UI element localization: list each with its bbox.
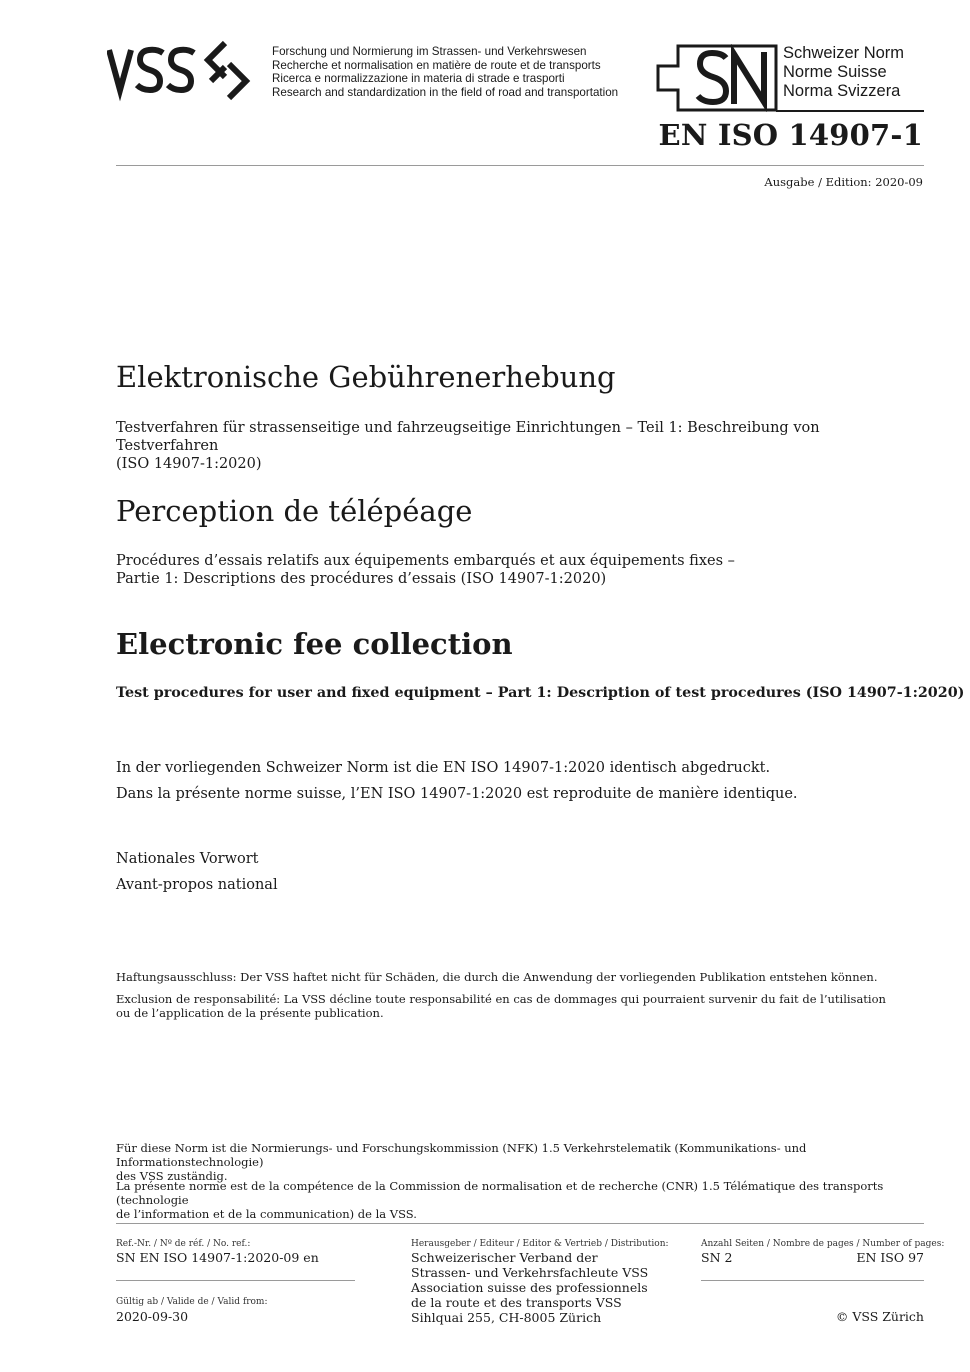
- ref-label: Ref.-Nr. / Nº de réf. / No. ref.:: [116, 1239, 251, 1249]
- edition: Ausgabe / Edition: 2020-09: [764, 175, 923, 189]
- disclaimer-fr-line: ou de l’application de la présente publication.: [116, 1006, 384, 1020]
- publisher-line: de la route et des transports VSS: [411, 1295, 622, 1310]
- title-fr: Perception de télépéage: [116, 494, 473, 528]
- pages-en: EN ISO 97: [856, 1250, 924, 1265]
- subtitle-fr: [116, 552, 916, 588]
- publisher-line: Schweizerischer Verband der: [411, 1250, 598, 1265]
- footer-left-divider: [116, 1280, 355, 1281]
- subtitle-fr-line: Procédures d’essais relatifs aux équipements embarqués et aux équipements fixes –: [116, 553, 735, 569]
- vss-tagline-line: Research and standardization in the field of road and transportation: [272, 85, 619, 99]
- competence-de-line: Für diese Norm ist die Normierungs- und Forschungskommission (NFK) 1.5 Verkehrstelematik (Kommunikations- und Informationstechnologie): [116, 1141, 807, 1169]
- subtitle-fr-line: Partie 1: Descriptions des procédures d’essais (ISO 14907-1:2020): [116, 571, 607, 587]
- subtitle-de-line: (ISO 14907-1:2020): [116, 456, 262, 472]
- publisher-line: Strassen- und Verkehrsfachleute VSS: [411, 1265, 649, 1280]
- copyright: © VSS Zürich: [835, 1309, 924, 1324]
- publisher-label: Herausgeber / Editeur / Editor & Vertrieb / Distribution:: [411, 1239, 669, 1249]
- sn-name-it: Norma Svizzera: [783, 82, 901, 100]
- identical-note-fr: Dans la présente norme suisse, l’EN ISO 14907-1:2020 est reproduite de manière identique.: [116, 786, 798, 802]
- sn-name-de: Schweizer Norm: [783, 44, 905, 62]
- vss-tagline-line: Recherche et normalisation en matière de route et de transports: [272, 58, 601, 72]
- disclaimer-de: Haftungsausschluss: Der VSS haftet nicht für Schäden, die durch die Anwendung der vorliegenden Publikation entstehen können.: [116, 970, 878, 984]
- pages-sn: SN 2: [701, 1250, 733, 1265]
- ref-value: SN EN ISO 14907-1:2020-09 en: [116, 1250, 319, 1265]
- sn-names: [783, 44, 904, 101]
- subtitle-en: Test procedures for user and fixed equipment – Part 1: Description of test procedures (ISO 14907-1:2020): [116, 685, 965, 701]
- subtitle-de-line: Testverfahren für strassenseitige und fahrzeugseitige Einrichtungen – Teil 1: Beschreibung von Testverfahren: [116, 420, 820, 454]
- pages-label: Anzahl Seiten / Nombre de pages / Number of pages:: [701, 1239, 945, 1249]
- competence-fr: [116, 1179, 926, 1221]
- disclaimer-fr-line: Exclusion de responsabilité: La VSS décline toute responsabilité en cas de dommages qui pourraient survenir du fait de l’utilisation: [116, 992, 886, 1006]
- title-en: Electronic fee collection: [116, 627, 513, 661]
- competence-fr-line: La présente norme est de la compétence de la Commission de normalisation et de recherche (CNR) 1.5 Télématique des transports (technologie: [116, 1179, 884, 1207]
- publisher-address: [411, 1250, 648, 1325]
- sn-logo: [656, 44, 778, 112]
- valid-label: Gültig ab / Valide de / Valid from:: [116, 1297, 268, 1307]
- foreword-fr: Avant-propos national: [116, 877, 278, 893]
- identical-note-de: In der vorliegenden Schweizer Norm ist die EN ISO 14907-1:2020 identisch abgedruckt.: [116, 760, 771, 776]
- footer-divider: [116, 1223, 924, 1224]
- vss-tagline-line: Forschung und Normierung im Strassen- und Verkehrswesen: [272, 45, 587, 58]
- competence-fr-line: de l’information et de la communication) de la VSS.: [116, 1207, 417, 1221]
- subtitle-de: [116, 419, 916, 473]
- standard-number: EN ISO 14907-1: [658, 118, 923, 152]
- footer-right-divider: [701, 1280, 924, 1281]
- publisher-line: Association suisse des professionnels: [411, 1280, 648, 1295]
- sn-name-fr: Norme Suisse: [783, 63, 887, 81]
- valid-value: 2020-09-30: [116, 1309, 189, 1324]
- vss-tagline: [272, 45, 618, 99]
- disclaimer-fr: [116, 992, 926, 1020]
- publisher-line: Sihlquai 255, CH-8005 Zürich: [411, 1310, 602, 1325]
- vss-logo: [107, 40, 267, 102]
- competence-de-line: des VSS zuständig.: [116, 1169, 228, 1183]
- foreword-de: Nationales Vorwort: [116, 851, 259, 867]
- title-de: Elektronische Gebührenerhebung: [116, 360, 616, 394]
- sn-underline: [776, 110, 924, 112]
- header-divider: [116, 165, 924, 166]
- vss-tagline-line: Ricerca e normalizzazione in materia di strade e trasporti: [272, 72, 565, 85]
- competence-de: [116, 1141, 926, 1183]
